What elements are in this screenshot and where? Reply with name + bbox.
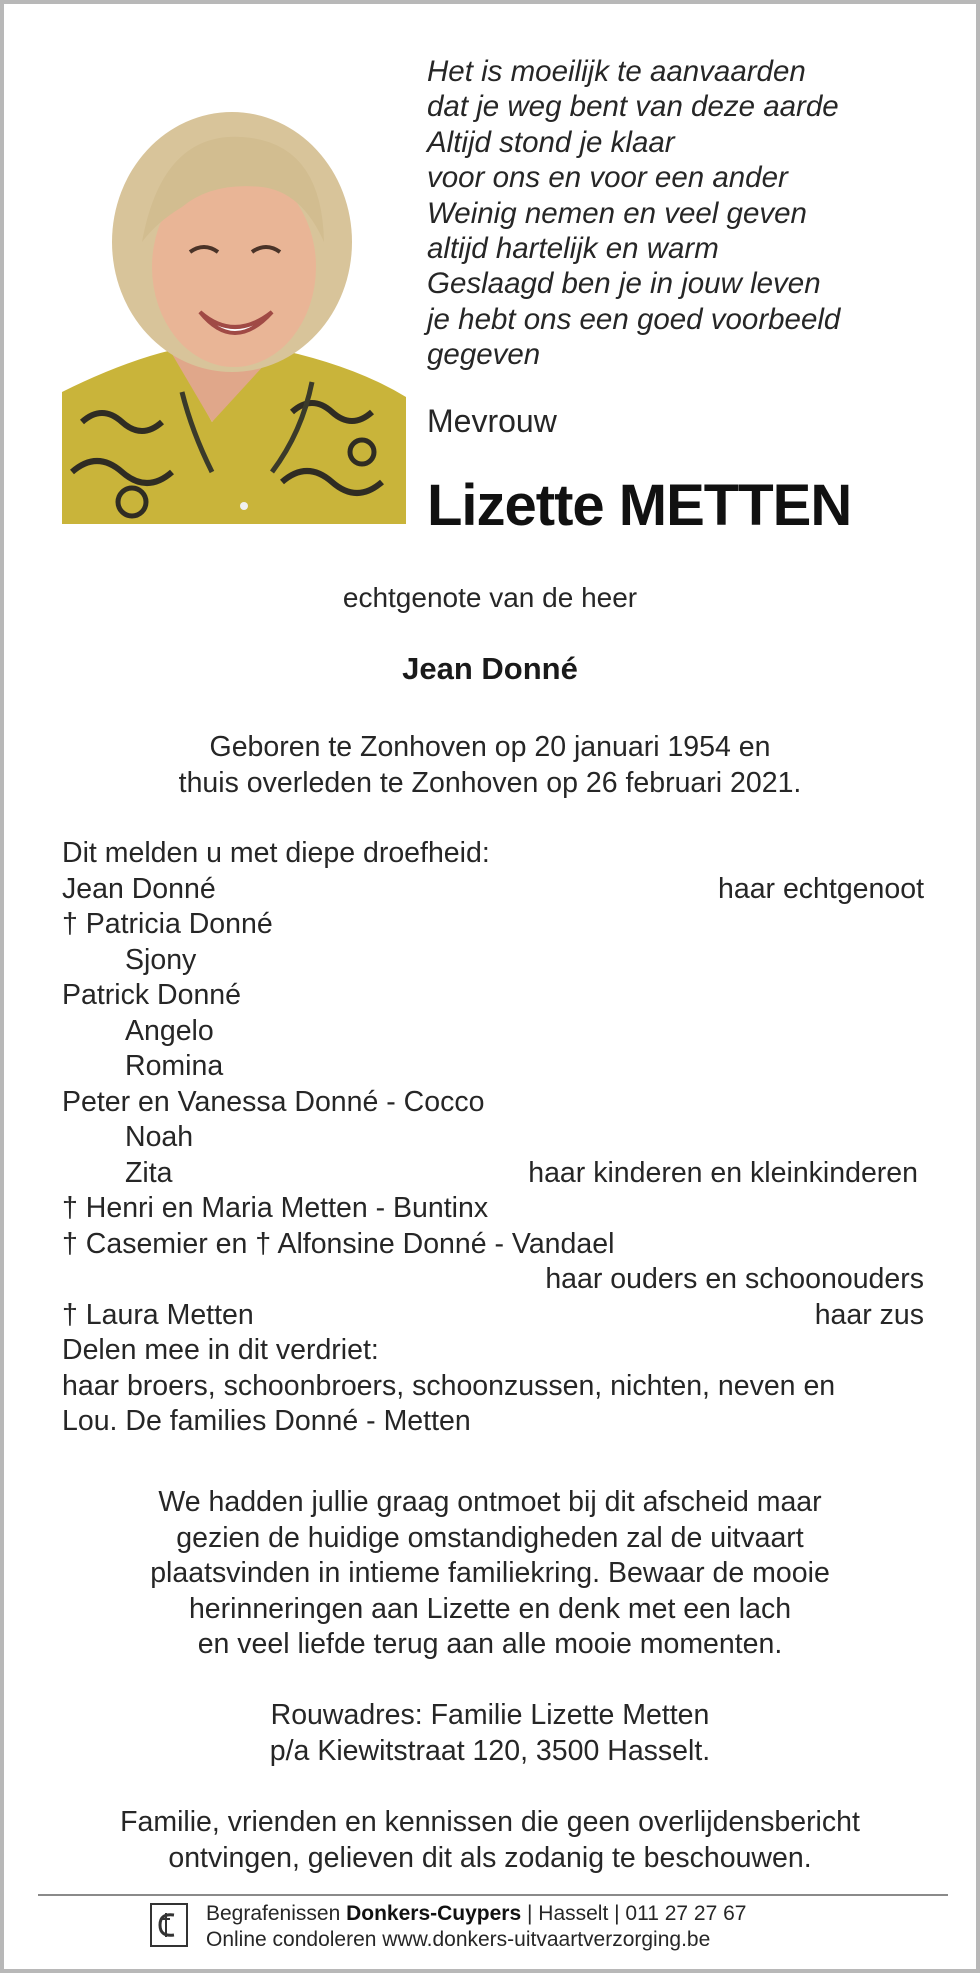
- birth-death-details: [4, 729, 976, 801]
- mourner-line: [62, 907, 924, 943]
- mourner-relation: haar ouders en schoonouders: [545, 1263, 924, 1295]
- mourner-relation: haar echtgenoot: [718, 872, 924, 905]
- mourner-name: Peter en Vanessa Donné - Cocco: [62, 1085, 485, 1118]
- poem-line: je hebt ons een goed voorbeeld: [427, 302, 841, 336]
- mourner-name: Zita: [125, 1156, 173, 1189]
- message-line: herinneringen aan Lizette en denk met een lach: [188, 1592, 792, 1625]
- mourners-list: [62, 836, 924, 1440]
- mourner-line: [62, 1404, 924, 1440]
- poem-line: Weinig nemen en veel geven: [427, 196, 807, 230]
- death-line: thuis overleden te Zonhoven op 26 februari 2021.: [178, 767, 802, 799]
- memorial-poem: [427, 54, 947, 373]
- message-line: en veel liefde terug aan alle mooie momenten.: [197, 1628, 783, 1660]
- portrait-photo: [62, 92, 406, 524]
- poem-line: Altijd stond je klaar: [427, 125, 675, 159]
- mourner-name: Sjony: [125, 943, 197, 976]
- funeral-home-logo-icon: [150, 1903, 188, 1947]
- mourner-line: [62, 1262, 924, 1298]
- mourner-line: [62, 1333, 924, 1369]
- footer-line-2: Online condoleren www.donkers-uitvaartverzorging.be: [206, 1928, 711, 1951]
- spouse-label: echtgenote van de heer: [342, 582, 638, 613]
- deceased-name: Lizette METTEN: [427, 473, 852, 538]
- message-line: gezien de huidige omstandigheden zal de uitvaart: [176, 1521, 804, 1554]
- mourner-line: [62, 1191, 924, 1227]
- funeral-home-footer: [206, 1901, 747, 1953]
- mourner-name: † Casemier en † Alfonsine Donné - Vandael: [62, 1227, 615, 1260]
- spouse-name: Jean Donné: [402, 651, 578, 686]
- birth-line: Geboren te Zonhoven op 20 januari 1954 en: [209, 731, 771, 763]
- notice-line: ontvingen, gelieven dit als zodanig te beschouwen.: [168, 1841, 812, 1874]
- poem-line: altijd hartelijk en warm: [427, 232, 719, 266]
- funeral-home-name: Donkers-Cuypers: [346, 1902, 522, 1925]
- mourner-line: [62, 1369, 924, 1405]
- mourner-line: [62, 1227, 924, 1263]
- mourner-line: [62, 1120, 924, 1156]
- mourner-line: [62, 1085, 924, 1121]
- mourner-name: Romina: [125, 1050, 224, 1082]
- honorific: Mevrouw: [427, 403, 557, 439]
- poem-line: voor ons en voor een ander: [427, 161, 788, 195]
- funeral-message: [4, 1485, 976, 1663]
- mourner-name: haar broers, schoonbroers, schoonzussen, nichten, neven en: [62, 1369, 836, 1402]
- message-line: We hadden jullie graag ontmoet bij dit afscheid maar: [158, 1486, 822, 1518]
- mourners-intro: Dit melden u met diepe droefheid:: [62, 837, 490, 869]
- mourner-name: † Henri en Maria Metten - Buntinx: [62, 1192, 489, 1224]
- mourning-address: [4, 1698, 976, 1769]
- mourner-name: Delen mee in dit verdriet:: [62, 1334, 379, 1366]
- address-line: p/a Kiewitstraat 120, 3500 Hasselt.: [269, 1734, 711, 1767]
- poem-line: Het is moeilijk te aanvaarden: [427, 55, 806, 88]
- mourner-name: Angelo: [125, 1014, 214, 1047]
- poem-line: Geslaagd ben je in jouw leven: [427, 267, 821, 301]
- poem-line: gegeven: [427, 338, 541, 372]
- message-line: plaatsvinden in intieme familiekring. Bewaar de mooie: [150, 1557, 830, 1589]
- mourner-line: [62, 1014, 924, 1050]
- address-line: Rouwadres: Familie Lizette Metten: [270, 1699, 710, 1731]
- mourner-relation: haar kinderen en kleinkinderen: [528, 1156, 918, 1189]
- footer-divider: [38, 1894, 948, 1896]
- mourner-name: † Laura Metten: [62, 1298, 254, 1331]
- mourner-name: Lou. De families Donné - Metten: [62, 1405, 471, 1437]
- poem-line: dat je weg bent van deze aarde: [427, 90, 839, 124]
- notice-line: Familie, vrienden en kennissen die geen overlijdensbericht: [120, 1806, 860, 1838]
- mourner-line: [62, 1049, 924, 1085]
- mourner-name: Jean Donné: [62, 872, 216, 905]
- mourner-line: [62, 1156, 924, 1192]
- mourner-line: [62, 943, 924, 979]
- mourner-relation: haar zus: [814, 1298, 924, 1331]
- mourner-name: Noah: [125, 1121, 194, 1153]
- mourner-name: Patrick Donné: [62, 979, 242, 1011]
- mourner-line: [62, 978, 924, 1014]
- mourner-line: [62, 1298, 924, 1334]
- footer-line-1: Begrafenissen Donkers-Cuypers | Hasselt | 011 27 27 67: [206, 1902, 747, 1925]
- notice-text: [4, 1805, 976, 1876]
- mourner-name: † Patricia Donné: [62, 908, 273, 940]
- mourner-line: [62, 872, 924, 908]
